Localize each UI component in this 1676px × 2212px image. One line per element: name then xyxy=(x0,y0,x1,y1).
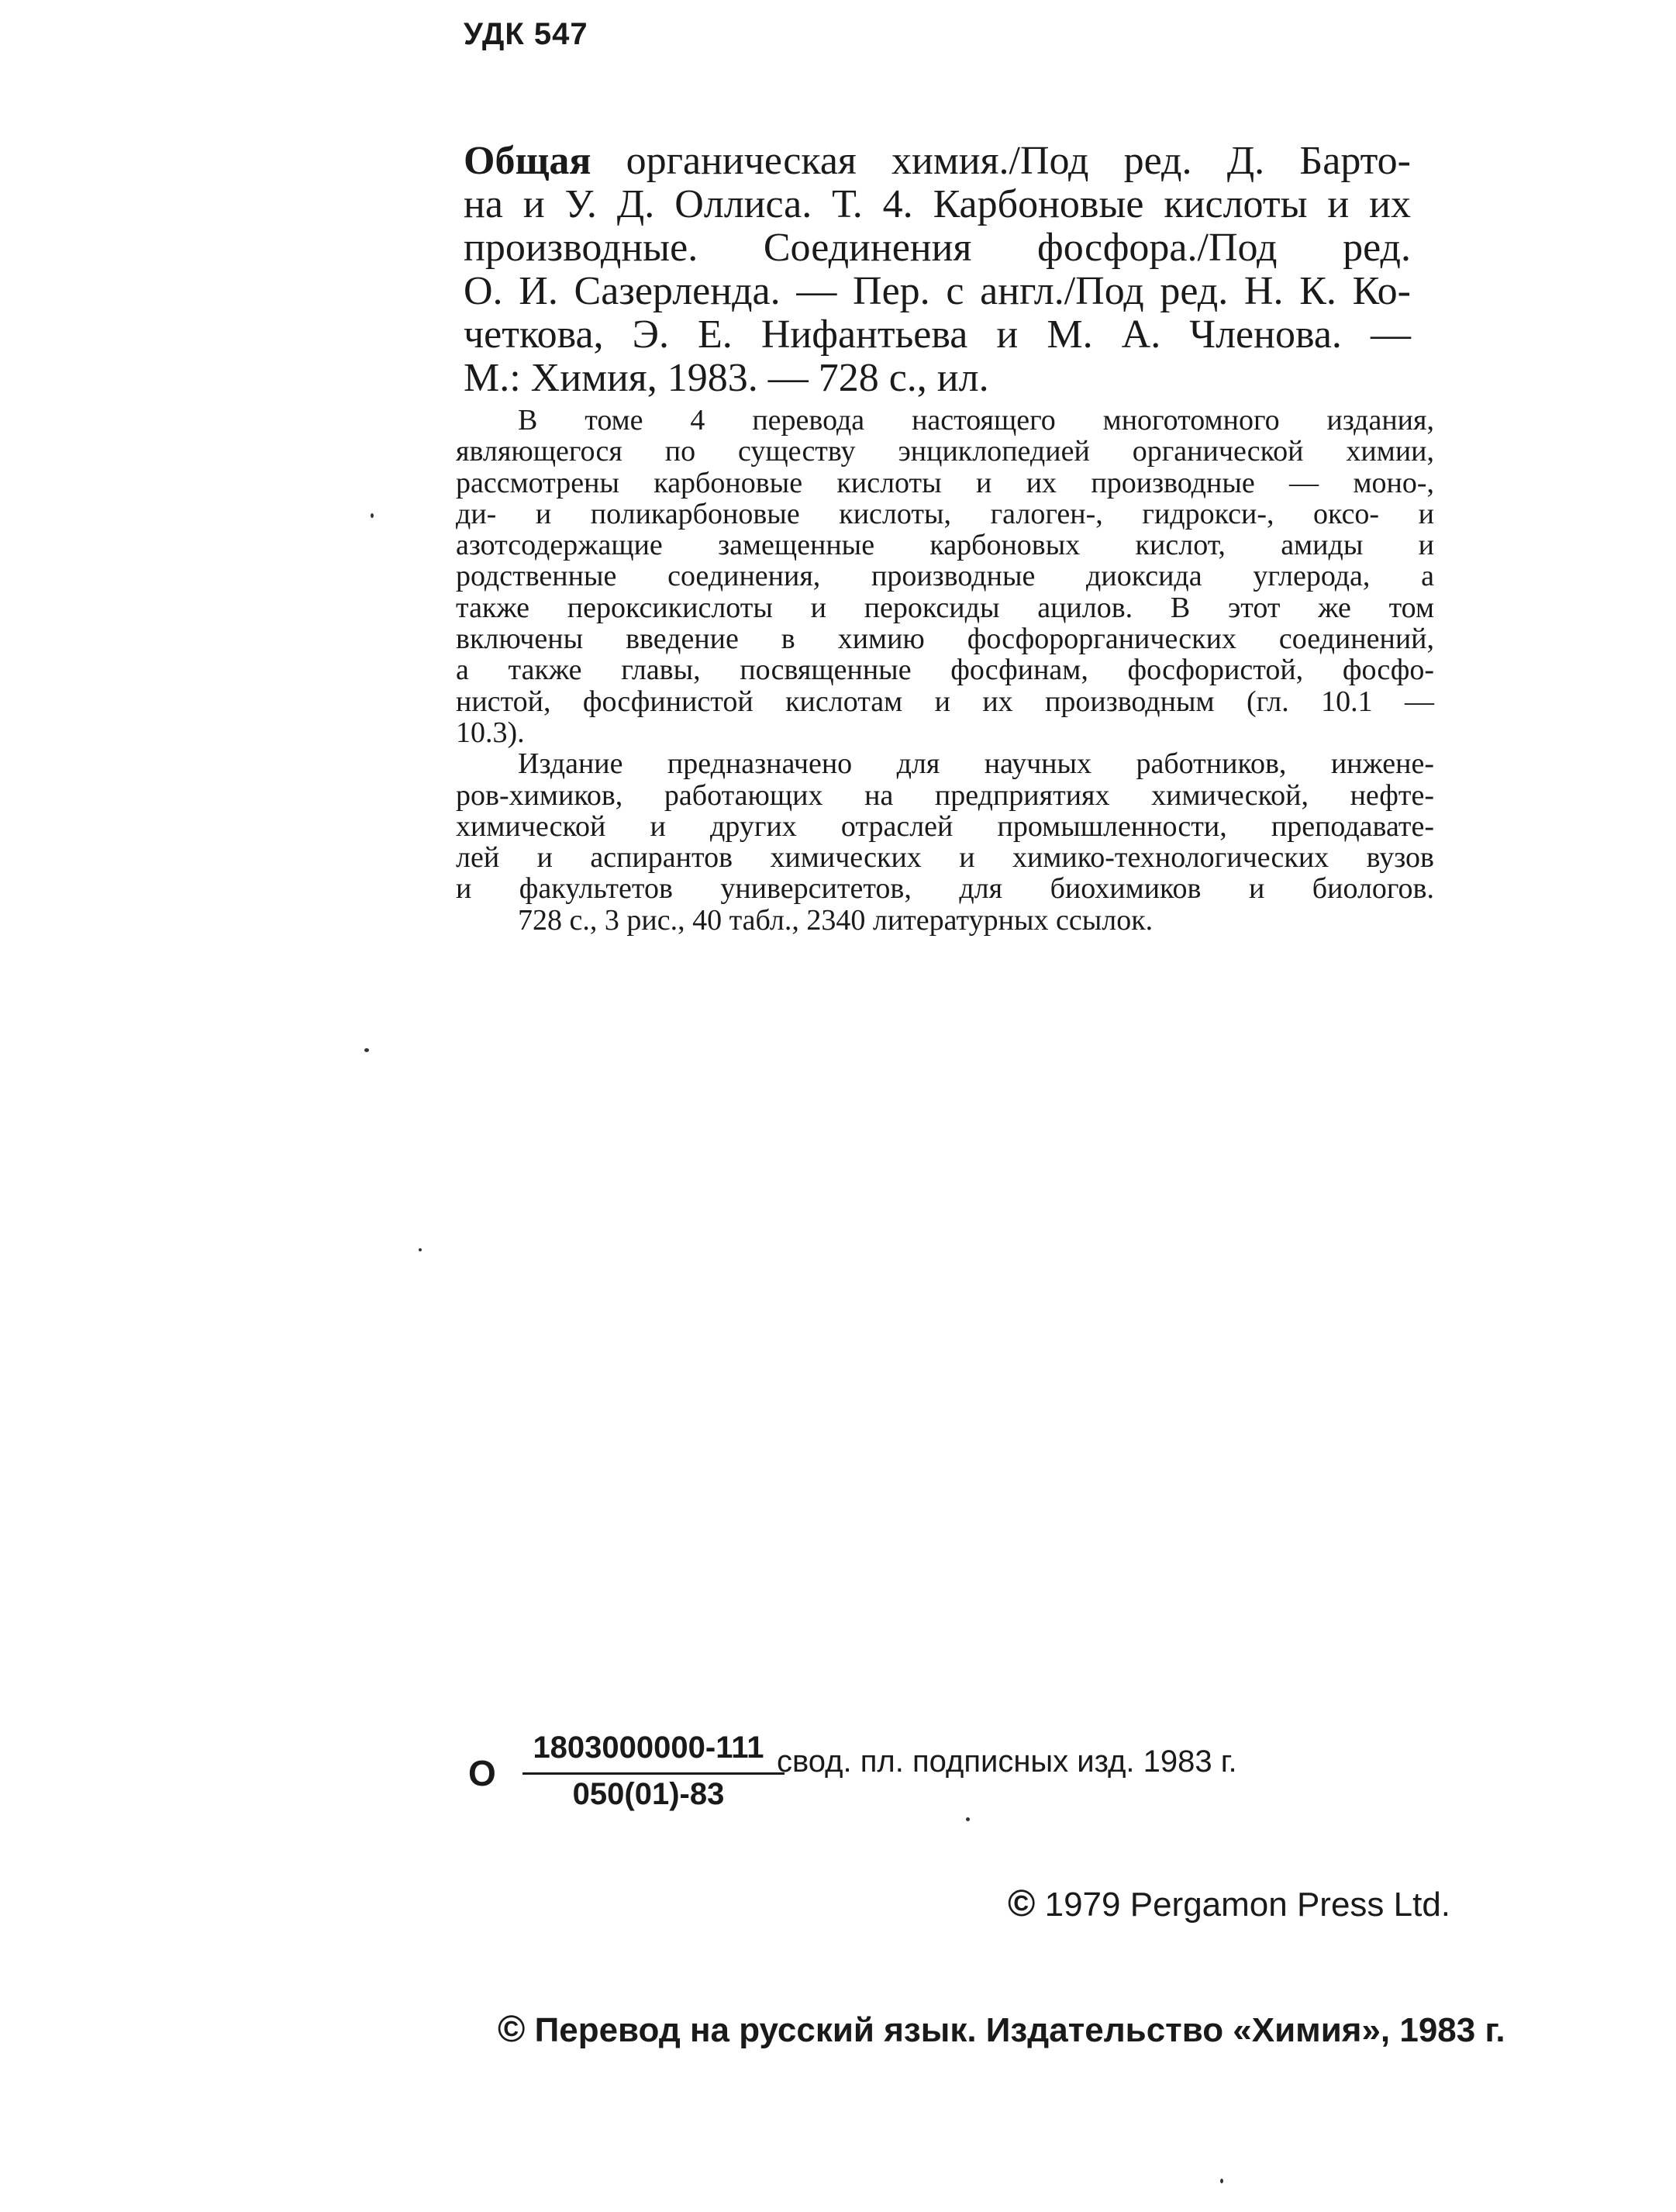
bibliographic-reference xyxy=(464,140,1411,400)
annotation-line: 10.3). xyxy=(456,716,525,749)
annotation-line: и факультетов университетов, для биохимиков и биологов. xyxy=(456,872,1434,906)
scan-speck xyxy=(364,1048,369,1052)
annotation-line: также пероксикислоты и пероксиды ацилов. В этот же том xyxy=(456,591,1434,624)
copyright-original xyxy=(1008,1882,1450,1925)
copyright-translation-text: Перевод на русский язык. Издательство «Химия», 1983 г. xyxy=(534,2011,1505,2049)
reference-line xyxy=(464,140,1411,183)
imprint-denominator-text: 050(01)-83 xyxy=(572,1777,725,1811)
imprint-denominator xyxy=(499,1777,1224,1812)
reference-line: четкова, Э. Е. Нифантьева и М. А. Членова. — xyxy=(464,312,1411,357)
reference-line: на и У. Д. Оллиса. Т. 4. Карбоновые кислоты и их xyxy=(464,182,1411,226)
annotation-line: химической и других отраслей промышленности, преподавате- xyxy=(456,809,1434,843)
scan-speck xyxy=(419,1248,422,1251)
scan-speck xyxy=(966,1817,970,1821)
reference-line: М.: Химия, 1983. — 728 с., ил. xyxy=(464,356,989,400)
fraction-line xyxy=(522,1772,785,1775)
annotation-line: В томе 4 перевода настоящего многотомного издания, xyxy=(518,404,1434,437)
annotation-line: ров-химиков, работающих на предприятиях химической, нефте- xyxy=(456,778,1434,812)
scan-speck xyxy=(371,513,374,518)
reference-line: производные. Соединения фосфора./Под ред. xyxy=(464,226,1411,270)
copyright-icon: © xyxy=(498,2009,526,2050)
annotation xyxy=(456,405,1434,936)
annotation-line: рассмотрены карбоновые кислоты и их производные — моно-, xyxy=(456,466,1434,499)
reference-line: О. И. Сазерленда. — Пер. с англ./Под ред. Н. К. Ко- xyxy=(464,269,1411,313)
scan-speck xyxy=(1220,2179,1223,2183)
udk-code: УДК 547 xyxy=(464,17,588,51)
reference-line-text: органическая химия./Под ред. Д. Барто- xyxy=(591,139,1411,183)
annotation-line: ди- и поликарбоновые кислоты, галоген-, гидрокси-, оксо- и xyxy=(456,497,1434,530)
annotation-line: нистой, фосфинистой кислотам и их производным (гл. 10.1 — xyxy=(456,685,1434,718)
annotation-line: лей и аспирантов химических и химико-технологических вузов xyxy=(456,841,1434,875)
imprint-prefix: О xyxy=(468,1753,496,1793)
copyright-original-text: 1979 Pergamon Press Ltd. xyxy=(1044,1886,1451,1924)
annotation-line: включены введение в химию фосфорорганических соединений, xyxy=(456,623,1434,656)
annotation-line: являющегося по существу энциклопедией органической химии, xyxy=(456,435,1434,468)
copyright-icon: © xyxy=(1008,1883,1036,1924)
annotation-line: Издание предназначено для научных работников, инжене- xyxy=(518,747,1434,781)
imprint-text: свод. пл. подписных изд. 1983 г. xyxy=(777,1744,1237,1779)
annotation-line: 728 с., 3 рис., 40 табл., 2340 литературных ссылок. xyxy=(518,903,1154,937)
annotation-line: а также главы, посвященные фосфинам, фосфористой, фосфо- xyxy=(456,654,1434,687)
imprint-numerator-text: 1803000000-111 xyxy=(533,1731,764,1765)
annotation-line: азотсодержащие замещенные карбоновых кислот, амиды и xyxy=(456,529,1434,562)
imprint-code xyxy=(468,1731,1398,1824)
annotation-line: родственные соединения, производные диоксида углерода, а xyxy=(456,560,1434,593)
reference-title-bold: Общая xyxy=(464,139,591,183)
copyright-translation xyxy=(498,2008,1505,2051)
